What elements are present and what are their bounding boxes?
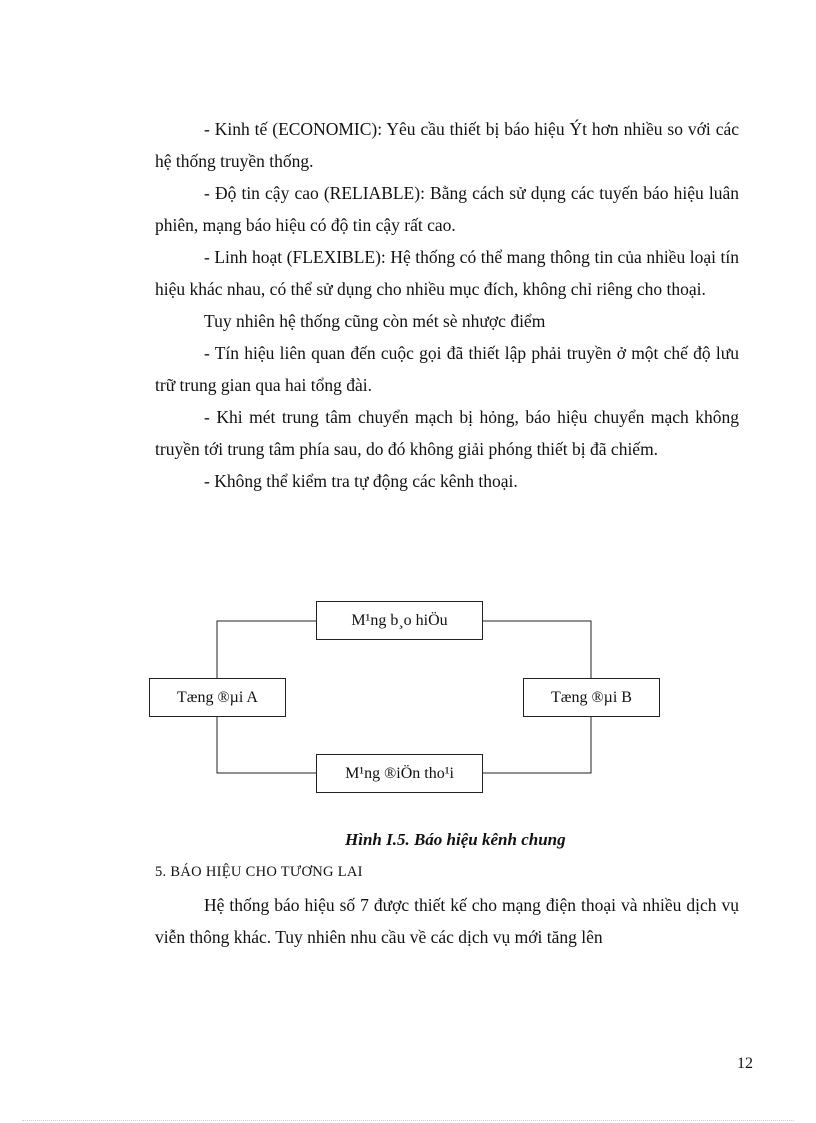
connector-bottom-left [217, 717, 316, 773]
connector-bottom-right [483, 717, 591, 773]
page-number: 12 [737, 1055, 753, 1072]
box-telephone-network [316, 754, 483, 793]
box-telephone-network-label: M¹ng ®iÖn tho¹i [345, 764, 454, 782]
paragraph-ss7: Hệ thống báo hiệu số 7 được thiết kế cho mạng điện thoại và nhiều dịch vụ viễn thông khác. Tuy nhiên nhu cầu về các dịch vụ mới tăng lên [155, 895, 739, 947]
section-heading: 5. BÁO HIỆU CHO TƯƠNG LAI [155, 864, 363, 880]
closing-text [155, 889, 739, 953]
box-exchange-b-label: Tæng ®µi B [551, 688, 632, 706]
paragraph-no-check: - Không thể kiểm tra tự động các kênh thoại. [204, 471, 518, 491]
paragraph-storage: - Tín hiệu liên quan đến cuộc gọi đã thiết lập phải truyền ở một chế độ lưu trữ trung gian qua hai tổng đài. [155, 343, 739, 395]
paragraph-failure: - Khi mét trung tâm chuyển mạch bị hỏng, báo hiệu chuyển mạch không truyền tới trung tâm phía sau, do đó không giải phóng thiết bị đã chiếm. [155, 407, 739, 459]
connector-top-right [483, 621, 591, 678]
paragraph-flexible: - Linh hoạt (FLEXIBLE): Hệ thống có thể mang thông tin của nhiều loại tín hiệu khác nhau, có thể sử dụng cho nhiều mục đích, không chỉ riêng cho thoại. [155, 247, 739, 299]
connector-top-left [217, 621, 316, 678]
page-bottom-divider [22, 1120, 794, 1121]
paragraph-economic: - Kinh tế (ECONOMIC): Yêu cầu thiết bị báo hiệu Ýt hơn nhiều so với các hệ thống truyền thống. [155, 119, 739, 171]
figure-caption: Hình I.5. Báo hiệu kênh chung [345, 830, 566, 849]
box-signaling-network-label: M¹ng b¸o hiÖu [351, 611, 448, 629]
box-signaling-network [316, 601, 483, 640]
paragraph-disadvantages-intro: Tuy nhiên hệ thống cũng còn mét sè nhược điểm [204, 311, 546, 331]
box-exchange-a-label: Tæng ®µi A [177, 688, 258, 706]
body-text [155, 113, 739, 497]
box-exchange-a [149, 678, 286, 717]
box-exchange-b [523, 678, 660, 717]
paragraph-reliable: - Độ tin cậy cao (RELIABLE): Bằng cách sử dụng các tuyến báo hiệu luân phiên, mạng báo hiệu có độ tin cậy rất cao. [155, 183, 739, 235]
